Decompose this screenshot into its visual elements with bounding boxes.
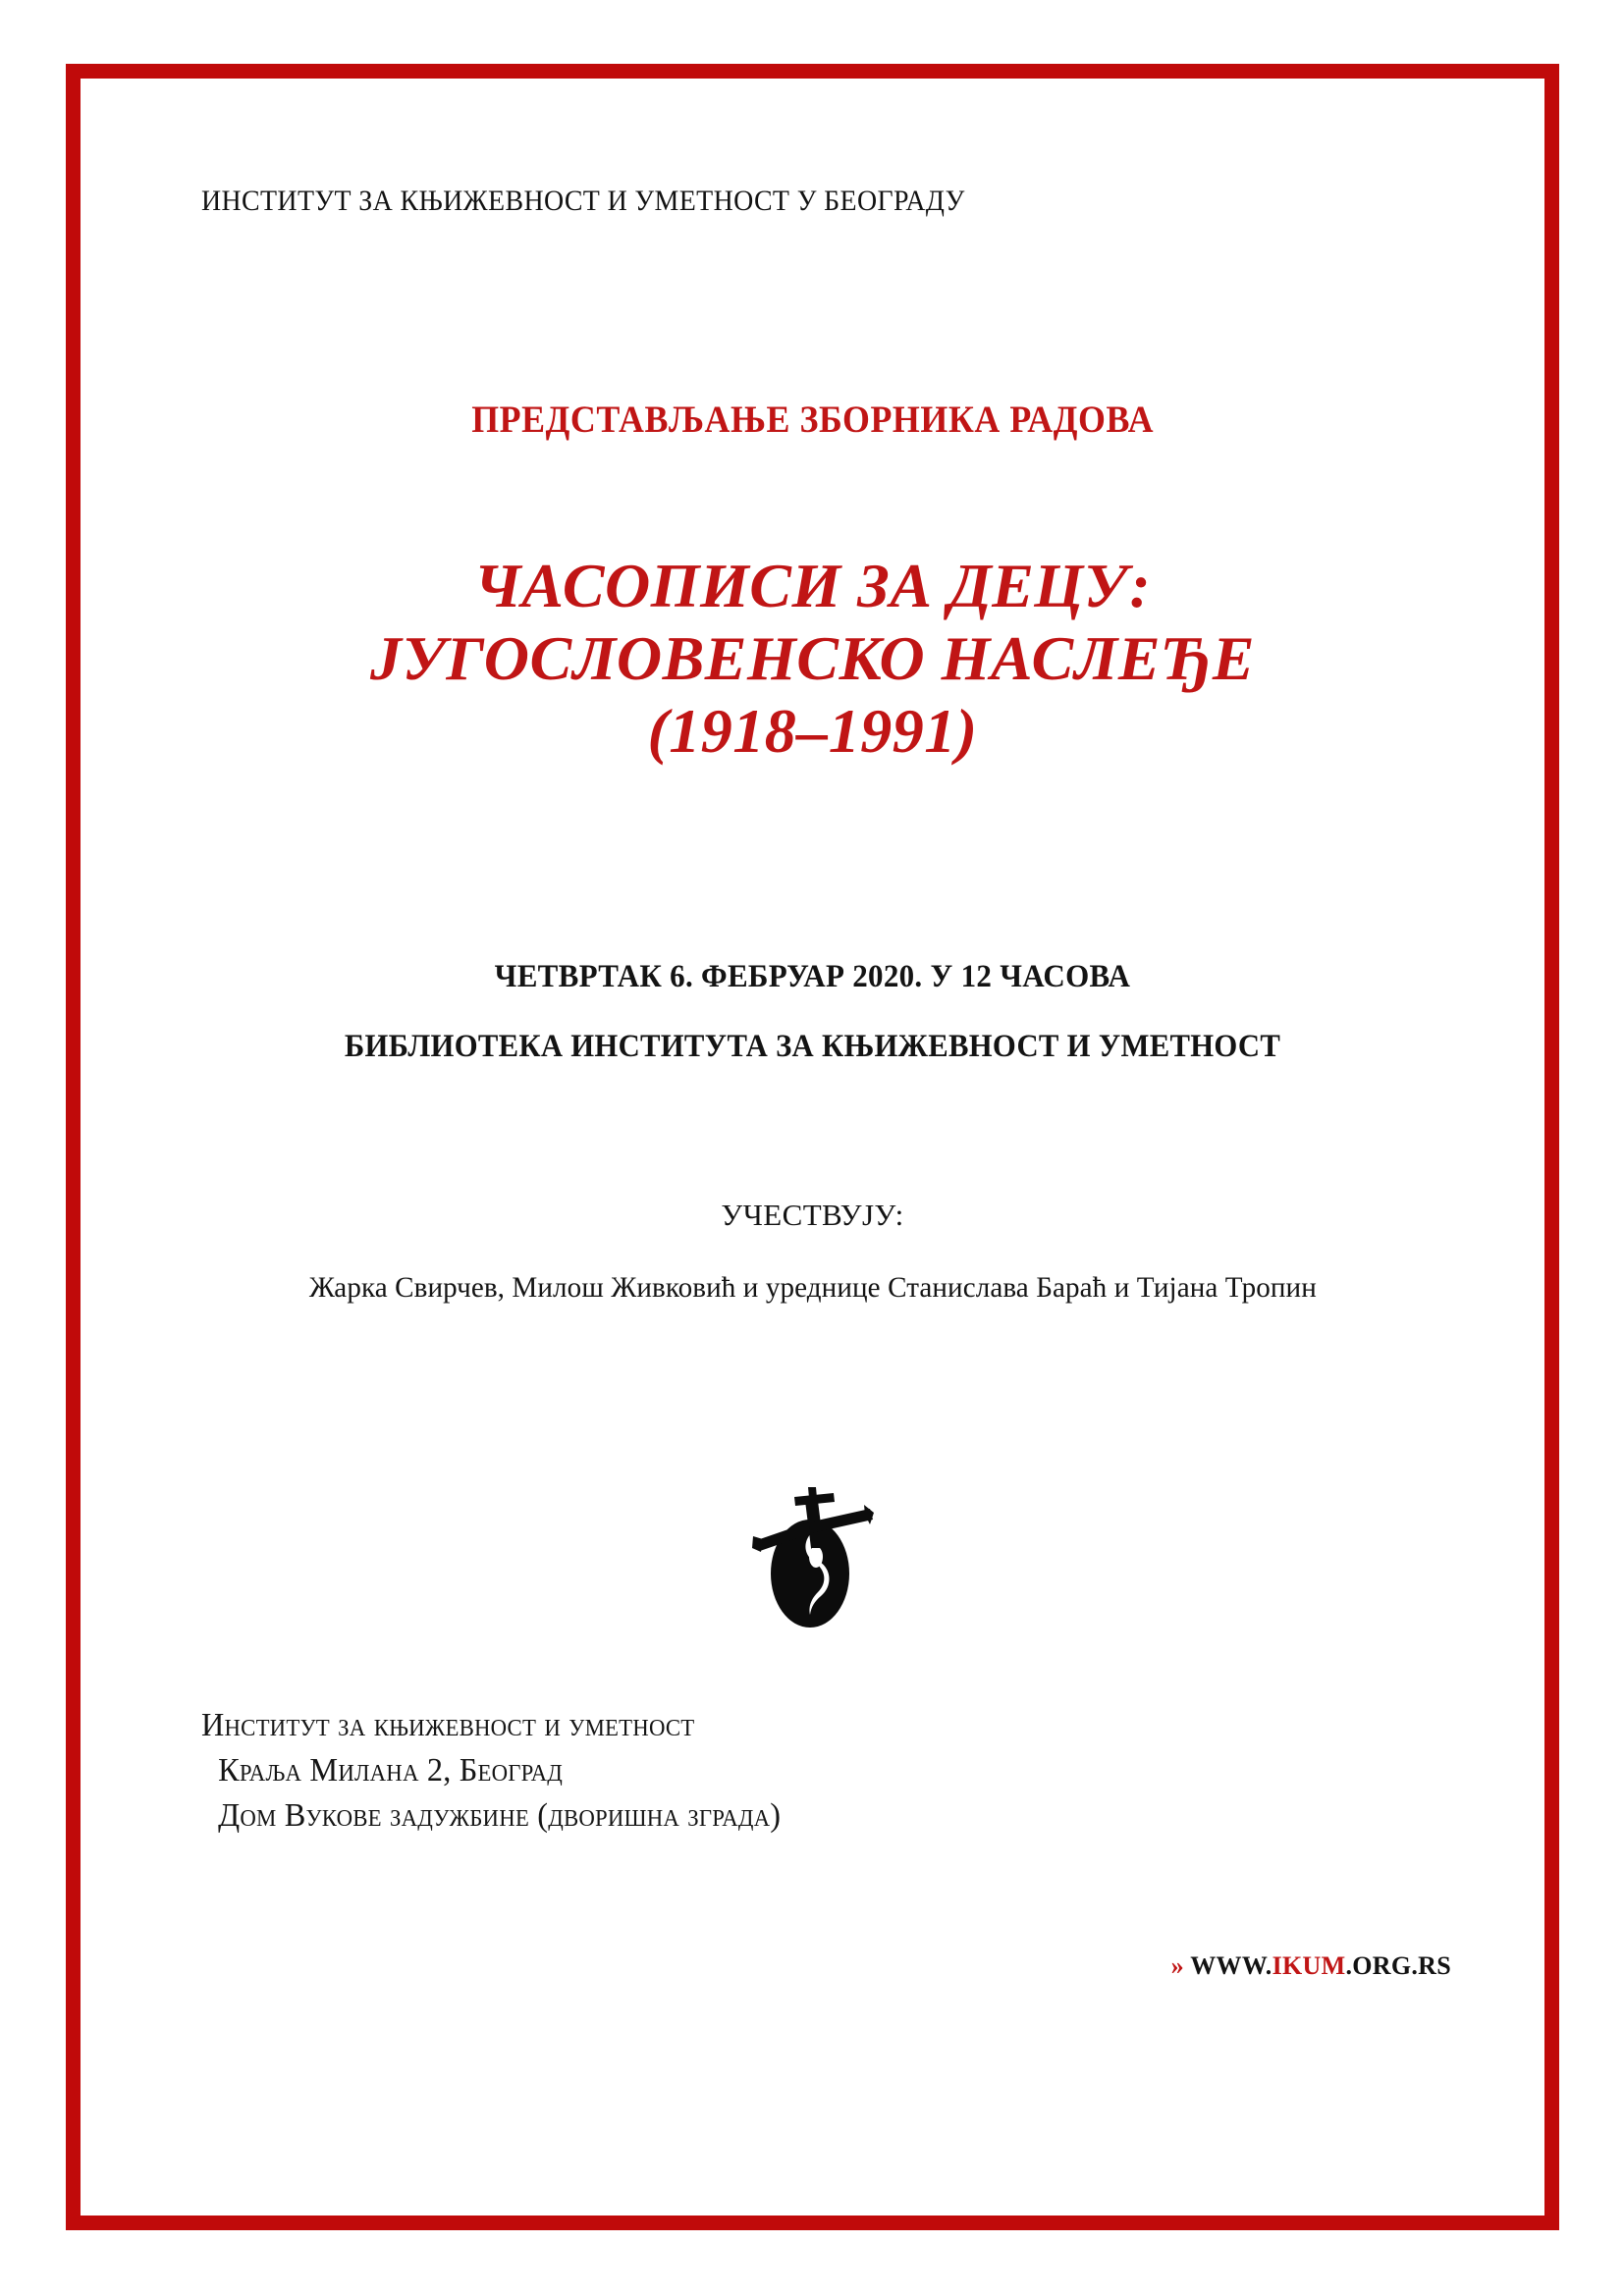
institute-logo — [81, 1458, 1544, 1649]
url-brand: IKUM — [1272, 1951, 1346, 1980]
event-datetime-text: ЧЕТВРТАК 6. ФЕБРУАР 2020. У 12 ЧАСОВА — [494, 959, 1131, 994]
address-line-institute: Институт за књижевност и уметност — [201, 1707, 695, 1743]
event-kicker-text: ПРЕДСТАВЉАЊЕ ЗБОРНИКА РАДОВА — [471, 399, 1154, 441]
address-block — [201, 1703, 811, 1840]
address-line-street: Краља Милана 2, Београд — [218, 1752, 563, 1789]
event-venue — [81, 1029, 1544, 1065]
organisation-header: ИНСТИТУТ ЗА КЊИЖЕВНОСТ И УМЕТНОСТ У БЕОГРАДУ — [201, 185, 965, 217]
url-suffix: .ORG.RS — [1345, 1951, 1451, 1980]
participants-names-text: Жарка Свирчев, Милош Живковић и уреднице Станислава Бараћ и Тијана Тропин — [308, 1271, 1317, 1304]
url-prefix: WWW. — [1190, 1951, 1272, 1980]
page-title-line-3: (1918–1991) — [647, 696, 978, 767]
event-kicker — [81, 398, 1544, 442]
address-line-building: Дом Вукове задужбине (дворишна зграда) — [218, 1797, 782, 1835]
page-title-line-1: ЧАСОПИСИ ЗА ДЕЦУ: — [473, 551, 1152, 620]
participants-list — [81, 1271, 1544, 1305]
participants-label: УЧЕСТВУЈУ: — [721, 1198, 904, 1232]
poster-content — [81, 79, 1544, 2216]
website-url[interactable] — [81, 1951, 1544, 1981]
event-venue-text: БИБЛИОТЕКА ИНСТИТУТА ЗА КЊИЖЕВНОСТ И УМЕТНОСТ — [344, 1029, 1281, 1064]
page-title-line-2: ЈУГОСЛОВЕНСКО НАСЛЕЂЕ — [369, 623, 1256, 694]
event-datetime — [81, 959, 1544, 995]
institute-emblem-icon — [739, 1458, 887, 1644]
chevron-right-icon: » — [1170, 1951, 1184, 1980]
page-title — [81, 550, 1544, 769]
